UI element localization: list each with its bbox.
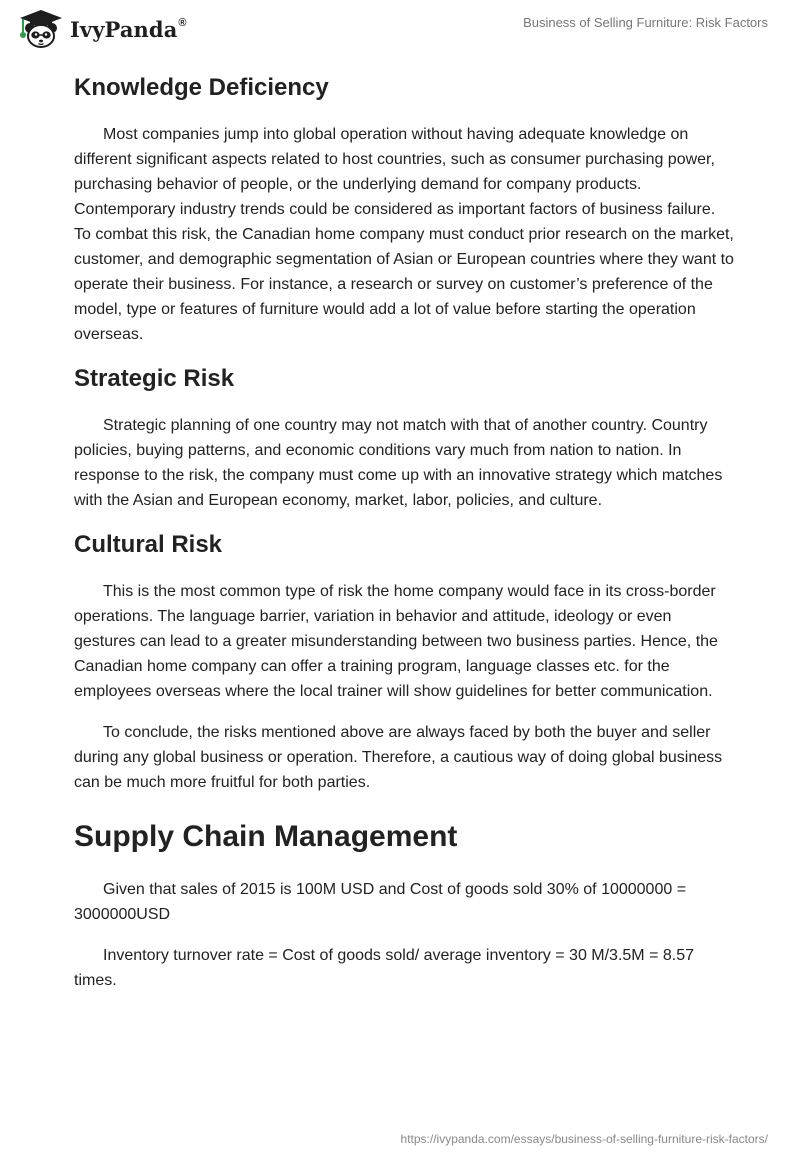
chapter-heading: Supply Chain Management bbox=[74, 820, 458, 853]
section-strategic-risk bbox=[74, 361, 734, 513]
paragraph: This is the most common type of risk the home company would face in its cross-border operations. The language barrier, variation in behavior and attitude, ideology or even gestures can lead to a greater misunderstanding between two business parties. Hence, the Canadian home company can offer a training program, language classes etc. for the employees overseas where the local trainer will show guidelines for better communication. bbox=[74, 583, 718, 700]
section-knowledge-deficiency bbox=[74, 70, 734, 347]
source-url-link[interactable]: https://ivypanda.com/essays/business-of-selling-furniture-risk-factors/ bbox=[400, 1132, 768, 1146]
section-heading: Knowledge Deficiency bbox=[74, 74, 329, 101]
paragraph: To conclude, the risks mentioned above are always faced by both the buyer and seller during any global business or operation. Therefore, a cautious way of doing global business can be much more fruitful for both parties. bbox=[74, 724, 723, 791]
paragraph: Given that sales of 2015 is 100M USD and Cost of goods sold 30% of 10000000 = 3000000USD bbox=[74, 881, 687, 923]
paragraph: Inventory turnover rate = Cost of goods sold/ average inventory = 30 M/3.5M = 8.57 times. bbox=[74, 947, 694, 989]
section-heading: Strategic Risk bbox=[74, 365, 235, 392]
brand-name: IvyPanda® bbox=[70, 16, 187, 42]
paragraph: Strategic planning of one country may not match with that of another country. Country policies, buying patterns, and economic conditions vary much from nation to nation. In response to the risk, the company must come up with an innovative strategy which matches with the Asian and European economy, market, labor, policies, and culture. bbox=[74, 417, 723, 509]
brand-logo[interactable] bbox=[14, 8, 187, 50]
panda-graduate-logo-icon bbox=[14, 8, 68, 50]
section-heading: Cultural Risk bbox=[74, 531, 223, 558]
running-title: Business of Selling Furniture: Risk Factors bbox=[523, 15, 768, 30]
registered-mark: ® bbox=[178, 16, 187, 29]
page-header bbox=[0, 0, 800, 56]
essay-content bbox=[74, 70, 734, 993]
paragraph: Most companies jump into global operation without having adequate knowledge on different significant aspects related to host countries, such as consumer purchasing power, purchasing behavior of people, or the underlying demand for company products. Contemporary industry trends could be considered as important factors of business failure. To combat this risk, the Canadian home company must conduct prior research on the market, customer, and demographic segmentation of Asian or European countries where they want to operate their business. For instance, a research or survey on customer’s preference of the model, type or features of furniture would add a lot of value before starting the operation overseas. bbox=[74, 126, 734, 343]
section-cultural-risk bbox=[74, 527, 734, 795]
section-supply-chain-management bbox=[74, 815, 734, 993]
